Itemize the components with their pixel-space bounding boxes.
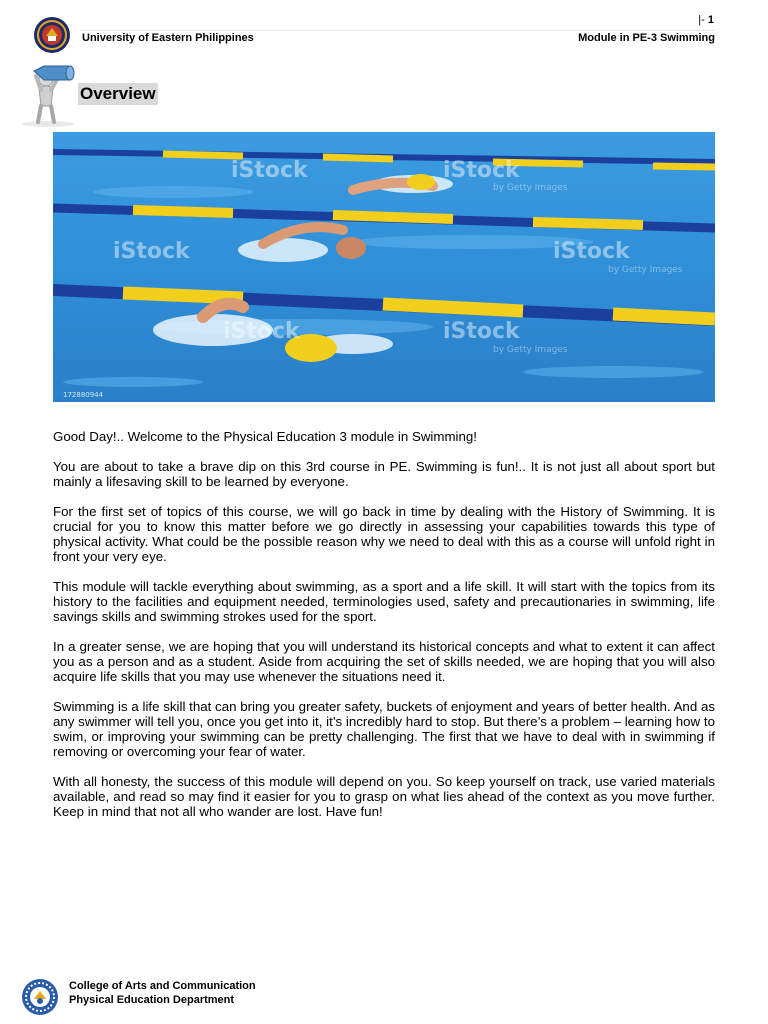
overview-body [53, 429, 715, 834]
header-divider [80, 30, 715, 31]
paragraph: This module will tackle everything about swimming, as a sport and a life skill. It will start with the topics from its history to the facilities and equipment needed, terminologies used, safety and precautionaries in swimming, life savings skills and swimming strokes used for the sport. [53, 579, 715, 624]
photo-watermark: iStock [553, 239, 630, 264]
paragraph: Good Day!.. Welcome to the Physical Education 3 module in Swimming! [53, 429, 477, 444]
photo-watermark: iStock [443, 319, 520, 344]
paragraph: With all honesty, the success of this module will depend on you. So keep yourself on track, use varied materials available, and read so may find it easier for you to grasp on what lies ahead of the context as you move further. Keep in mind that not all who wander are lost. Have fun! [53, 774, 715, 819]
university-seal-logo [19, 977, 61, 1017]
photo-watermark: iStock [223, 319, 300, 344]
page-number [698, 14, 714, 26]
photo-watermark-sub: by Getty Images [493, 183, 568, 193]
figure-with-megaphone-icon [14, 62, 88, 128]
page-number-prefix: |- [698, 14, 705, 26]
paragraph: Swimming is a life skill that can bring you greater safety, buckets of enjoyment and years of better health. And as any swimmer will tell you, once you get into it, it’s incredibly hard to stop. But there’s a problem – learning how to swim, or improving your swimming can be pretty challenging. The first that we have to deal with in swimming if removing or overcoming your fear of water. [53, 699, 715, 759]
section-title-overview: Overview [80, 84, 156, 103]
photo-watermark: iStock [443, 158, 520, 183]
university-seal-logo [29, 15, 75, 55]
photo-watermark-sub: by Getty Images [608, 265, 683, 275]
header-university-name: University of Eastern Philippines [82, 32, 254, 44]
photo-stock-id: 172880944 [63, 391, 104, 399]
paragraph: For the first set of topics of this course, we will go back in time by dealing with the History of Swimming. It is crucial for you to know this matter before we go directly in assessing your capabilities towards this type of physical activity. What could be the possible reason why we need to deal with this as a course will unfold right in front your very eye. [53, 504, 715, 564]
header-module-title: Module in PE-3 Swimming [578, 32, 715, 44]
paragraph: In a greater sense, we are hoping that you will understand its historical concepts and what to extent it can affect you as a person and as a student. Aside from acquiring the set of skills needed, we are hoping that you will also acquire life skills that you may use whenever the situations need it. [53, 639, 715, 684]
page-number-value: 1 [707, 14, 714, 26]
footer-department-name: Physical Education Department [69, 994, 235, 1006]
photo-watermark: iStock [113, 239, 190, 264]
footer-college-name: College of Arts and Communication [69, 980, 256, 992]
photo-watermark-sub: by Getty Images [493, 345, 568, 355]
swimming-pool-photo [53, 132, 715, 402]
photo-watermark: iStock [231, 158, 308, 183]
paragraph: You are about to take a brave dip on this 3rd course in PE. Swimming is fun!.. It is not just all about sport but mainly a lifesaving skill to be learned by everyone. [53, 459, 715, 489]
